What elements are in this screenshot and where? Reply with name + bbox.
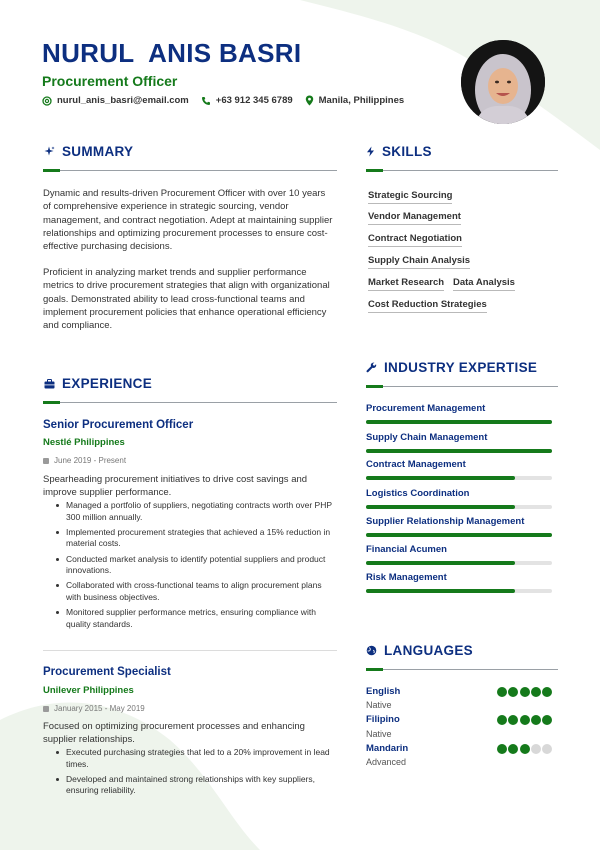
job-2-bullets <box>55 747 339 801</box>
skill-tag: Market Research <box>368 277 444 291</box>
expertise-label: Supply Chain Management <box>366 432 488 443</box>
expertise-rule <box>366 386 558 387</box>
calendar-icon <box>43 706 49 712</box>
expertise-label: Procurement Management <box>366 403 486 414</box>
job-2-company: Unilever Philippines <box>43 685 134 696</box>
experience-heading: EXPERIENCE <box>44 376 152 391</box>
expertise-bar <box>366 561 552 565</box>
expertise-label: Supplier Relationship Management <box>366 516 525 527</box>
wrench-icon <box>366 362 377 373</box>
job-1-description: Spearheading procurement initiatives to drive cost savings and improve supplier performance. <box>43 474 308 499</box>
list-item: Developed and maintained strong relationships with key suppliers, ensuring reliability. <box>55 774 339 797</box>
job-1-dates: June 2019 - Present <box>43 456 126 465</box>
languages-rule <box>366 669 558 670</box>
globe-icon <box>366 645 377 656</box>
location-text: Manila, Philippines <box>318 95 405 106</box>
language-rating <box>496 715 552 725</box>
job-2-dates: January 2015 - May 2019 <box>43 704 145 713</box>
job-2-description: Focused on optimizing procurement processes and enhancing supplier relationships. <box>43 721 305 746</box>
expertise-bar-fill <box>366 476 515 480</box>
expertise-heading: INDUSTRY EXPERTISE <box>366 360 537 375</box>
skill-tag: Vendor Management <box>368 211 461 225</box>
rating-dot-filled <box>542 687 552 697</box>
summary-paragraph-1: Dynamic and results-driven Procurement Officer with over 10 years of comprehensive experience in strategic sourcing, vendor management, and contract negotiation. Adept at maintaining supplier relationships and optimizing procurement processes to ensure cost-effective purchasing decisions. <box>43 188 333 253</box>
languages-heading: LANGUAGES <box>366 643 473 658</box>
expertise-label: Contract Management <box>366 459 466 470</box>
job-divider <box>43 650 337 651</box>
expertise-bar <box>366 476 552 480</box>
skills-rule <box>366 170 558 171</box>
skill-tag: Data Analysis <box>453 277 515 291</box>
calendar-icon <box>43 458 49 464</box>
language-rating <box>496 687 552 697</box>
expertise-bar <box>366 420 552 424</box>
expertise-label: Logistics Coordination <box>366 488 470 499</box>
expertise-bar-fill <box>366 420 552 424</box>
expertise-label: Financial Acumen <box>366 544 447 555</box>
rating-dot-filled <box>508 744 518 754</box>
job-2-title: Procurement Specialist <box>43 666 171 678</box>
at-sign-icon <box>42 96 52 106</box>
language-level: Native <box>366 700 392 710</box>
rating-dot-filled <box>497 687 507 697</box>
contact-phone[interactable] <box>201 95 293 106</box>
sparkle-icon <box>44 146 55 157</box>
list-item: Executed purchasing strategies that led to a 20% improvement in lead times. <box>55 747 339 770</box>
rating-dot-filled <box>508 687 518 697</box>
language-level: Native <box>366 729 392 739</box>
list-item: Monitored supplier performance metrics, ensuring compliance with quality standards. <box>55 607 337 630</box>
list-item: Collaborated with cross-functional teams to align procurement plans with business objectives. <box>55 580 337 603</box>
phone-text: +63 912 345 6789 <box>215 95 293 106</box>
phone-icon <box>201 96 211 106</box>
language-name: Mandarin <box>366 743 409 754</box>
expertise-bar <box>366 533 552 537</box>
list-item: Managed a portfolio of suppliers, negotiating contracts worth over PHP 300 million annually. <box>55 500 337 523</box>
list-item: Implemented procurement strategies that achieved a 15% reduction in material costs. <box>55 527 337 550</box>
skill-tag: Contract Negotiation <box>368 233 462 247</box>
rating-dot-filled <box>520 715 530 725</box>
expertise-bar <box>366 505 552 509</box>
expertise-bar-fill <box>366 533 552 537</box>
rating-dot-filled <box>508 715 518 725</box>
rating-dot-empty <box>542 744 552 754</box>
candidate-name: NURUL ANIS BASRI <box>42 38 302 68</box>
rating-dot-filled <box>520 744 530 754</box>
language-name: English <box>366 686 401 697</box>
expertise-bar <box>366 449 552 453</box>
rating-dot-filled <box>531 715 541 725</box>
rating-dot-filled <box>531 687 541 697</box>
summary-paragraph-2: Proficient in analyzing market trends and supplier performance metrics to drive procurement strategies that align with organizational goals. Demonstrated ability to lead cross-functional teams and implement procurement policies that enhance operational efficiency and compliance. <box>43 267 330 332</box>
email-text: nurul_anis_basri@email.com <box>57 95 189 106</box>
rating-dot-filled <box>520 687 530 697</box>
job-1-bullets <box>55 500 337 634</box>
expertise-label: Risk Management <box>366 572 447 583</box>
briefcase-icon <box>44 379 55 389</box>
skill-tag: Strategic Sourcing <box>368 190 452 204</box>
contact-location <box>305 95 405 106</box>
skills-heading: SKILLS <box>366 144 432 159</box>
rating-dot-filled <box>497 744 507 754</box>
expertise-bar <box>366 589 552 593</box>
contact-bar <box>42 95 416 106</box>
expertise-bar-fill <box>366 561 515 565</box>
experience-rule <box>43 402 337 403</box>
job-1-company: Nestlé Philippines <box>43 437 125 448</box>
expertise-bar-fill <box>366 449 552 453</box>
candidate-title: Procurement Officer <box>42 73 178 89</box>
expertise-bar-fill <box>366 589 515 593</box>
job-1-title: Senior Procurement Officer <box>43 419 194 431</box>
profile-photo <box>461 40 545 124</box>
rating-dot-filled <box>542 715 552 725</box>
map-pin-icon <box>305 95 314 106</box>
summary-rule <box>43 170 337 171</box>
language-name: Filipino <box>366 714 400 725</box>
language-rating <box>496 744 552 754</box>
contact-email[interactable] <box>42 95 189 106</box>
skill-tag: Supply Chain Analysis <box>368 255 470 269</box>
lightning-icon <box>366 146 375 157</box>
rating-dot-empty <box>531 744 541 754</box>
skill-tag: Cost Reduction Strategies <box>368 299 487 313</box>
summary-heading: SUMMARY <box>44 144 133 159</box>
rating-dot-filled <box>497 715 507 725</box>
language-level: Advanced <box>366 757 407 767</box>
list-item: Conducted market analysis to identify potential suppliers and product innovations. <box>55 554 337 577</box>
expertise-bar-fill <box>366 505 515 509</box>
